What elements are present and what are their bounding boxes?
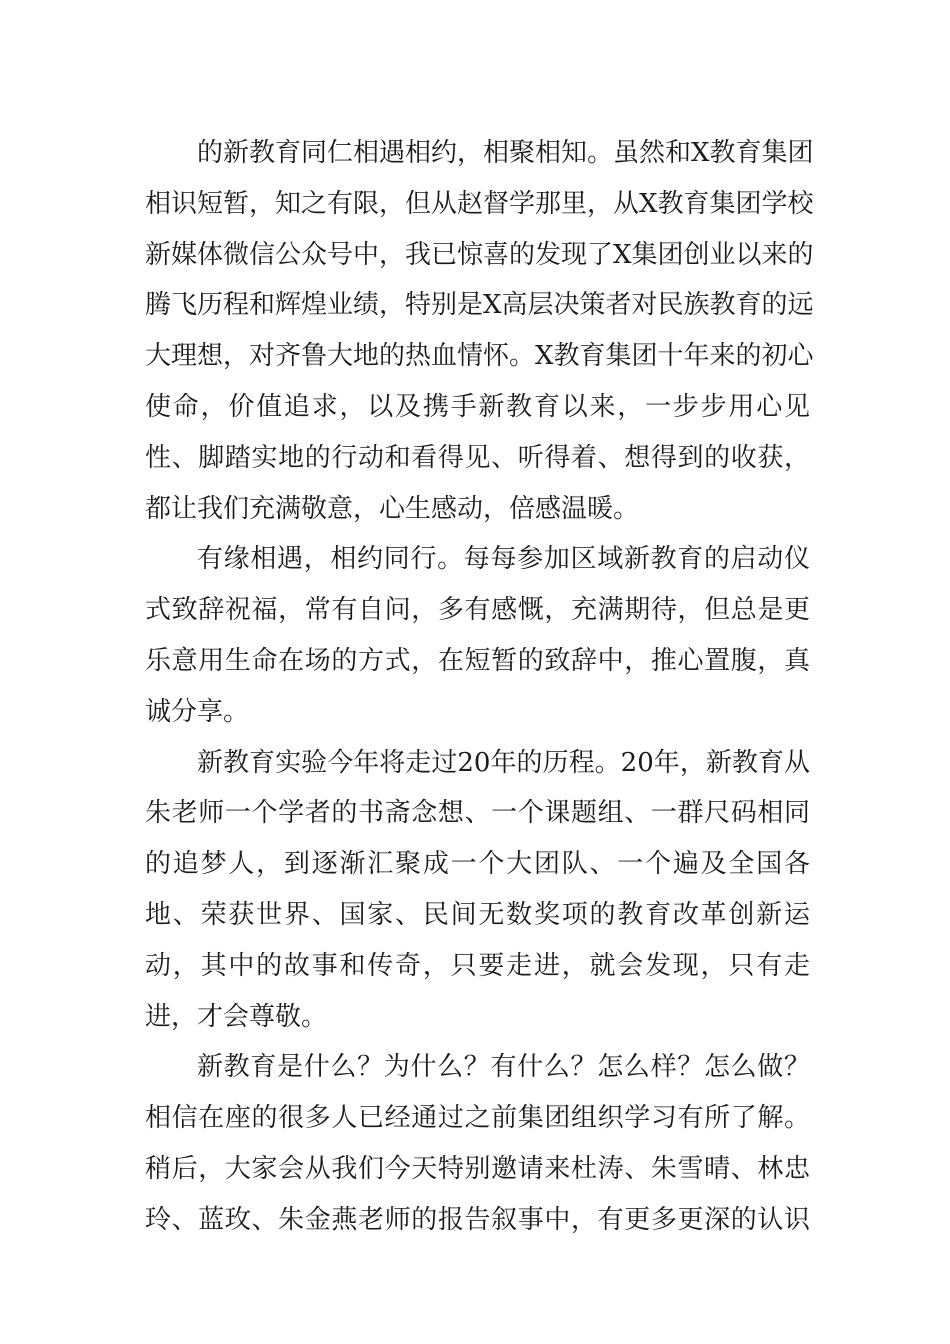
paragraph-line: 式致辞祝福，常有自问，多有感慨，充满期待，但总是更 — [145, 595, 810, 626]
paragraph-line: 朱老师一个学者的书斋念想、一个课题组、一群尺码相同 — [145, 798, 810, 829]
paragraph-line: 有缘相遇，相约同行。每每参加区域新教育的启动仪 — [197, 544, 810, 575]
document-body — [145, 128, 814, 1246]
paragraph-line: 进，才会尊敬。 — [145, 1001, 328, 1032]
paragraph-line: 腾飞历程和辉煌业绩，特别是X高层决策者对民族教育的远 — [145, 290, 814, 321]
paragraph-line: 性、脚踏实地的行动和看得见、听得着、想得到的收获， — [145, 442, 810, 473]
paragraph-line: 地、荣获世界、国家、民间无数奖项的教育改革创新运 — [145, 899, 810, 930]
paragraph-line: 大理想，对齐鲁大地的热血情怀。X教育集团十年来的初心 — [145, 341, 814, 372]
paragraph-line: 的追梦人，到逐渐汇聚成一个大团队、一个遍及全国各 — [145, 849, 810, 880]
paragraph-line: 使命，价值追求，以及携手新教育以来，一步步用心见 — [145, 391, 810, 422]
paragraph-line: 新教育是什么？为什么？有什么？怎么样？怎么做？ — [197, 1052, 810, 1083]
paragraph-line: 都让我们充满敬意，心生感动，倍感温暖。 — [145, 493, 640, 524]
paragraph-line: 玲、蓝玫、朱金燕老师的报告叙事中，有更多更深的认识 — [145, 1204, 810, 1235]
paragraph-line: 相信在座的很多人已经通过之前集团组织学习有所了解。 — [145, 1103, 810, 1134]
paragraph-line: 稍后，大家会从我们今天特别邀请来杜涛、朱雪晴、林忠 — [145, 1153, 810, 1184]
paragraph-line: 的新教育同仁相遇相约，相聚相知。虽然和X教育集团 — [197, 138, 814, 168]
paragraph-line: 动，其中的故事和传奇，只要走进，就会发现，只有走 — [145, 950, 810, 981]
paragraph-line: 诚分享。 — [145, 696, 250, 727]
paragraph-line: 新媒体微信公众号中，我已惊喜的发现了X集团创业以来的 — [145, 239, 814, 270]
paragraph-line: 新教育实验今年将走过20年的历程。20年，新教育从 — [197, 747, 810, 778]
paragraph-line: 相识短暂，知之有限，但从赵督学那里，从X教育集团学校 — [145, 188, 814, 219]
paragraph-line: 乐意用生命在场的方式，在短暂的致辞中，推心置腹，真 — [145, 645, 810, 676]
